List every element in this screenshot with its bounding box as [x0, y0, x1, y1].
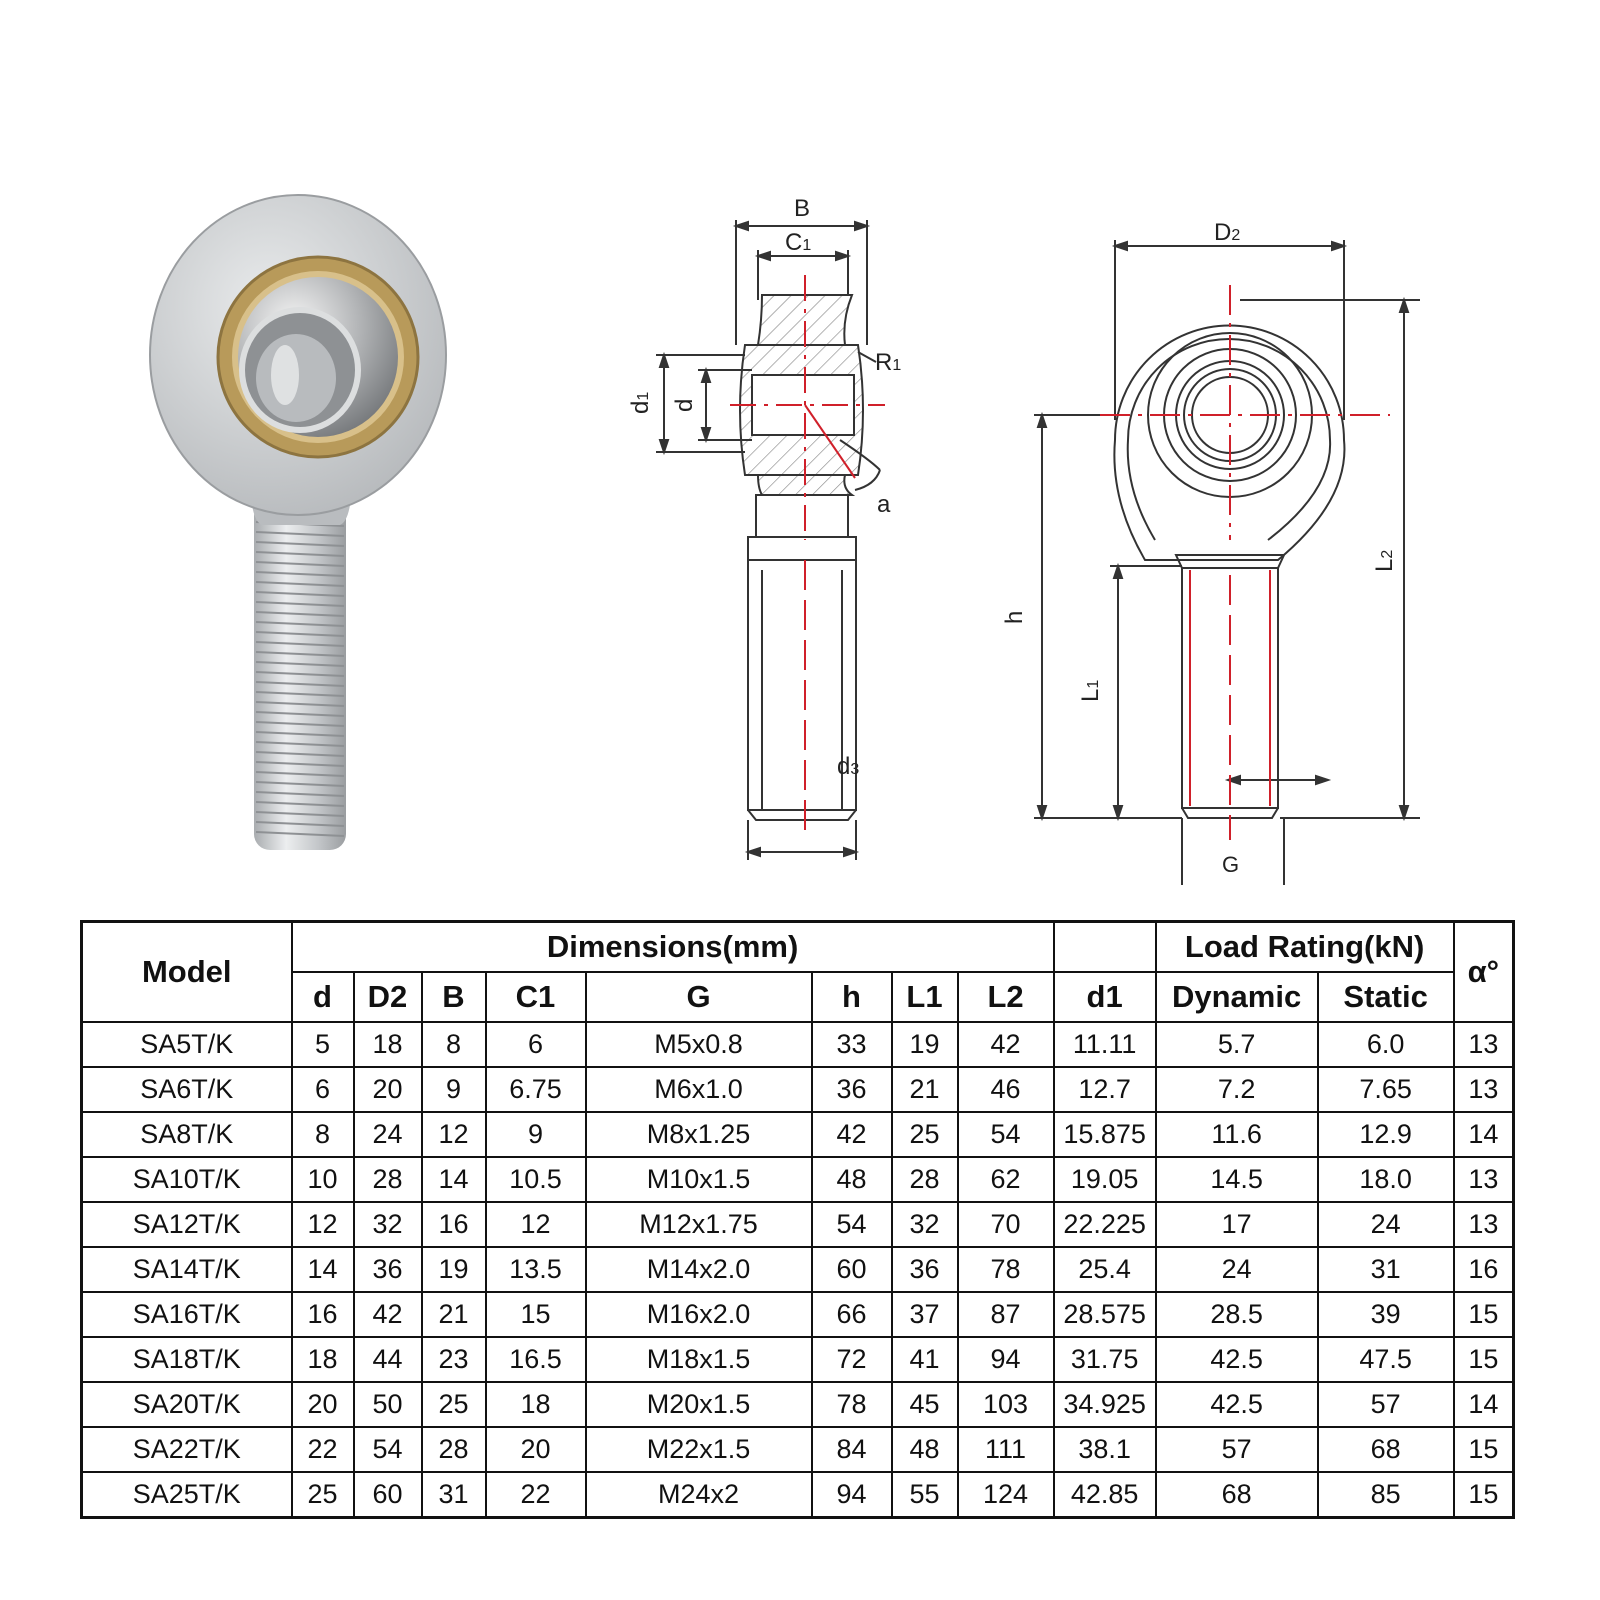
cell-L2: 94 [958, 1337, 1054, 1382]
label-L1: L1 [1077, 679, 1104, 702]
cell-d1: 22.225 [1054, 1202, 1156, 1247]
cell-C1: 15 [486, 1292, 586, 1337]
label-B: B [794, 195, 811, 222]
cell-d1: 11.11 [1054, 1022, 1156, 1067]
cell-L1: 19 [892, 1022, 958, 1067]
cell-static: 18.0 [1318, 1157, 1454, 1202]
cell-L1: 48 [892, 1427, 958, 1472]
label-h: h [1001, 610, 1028, 624]
cell-G: M22x1.5 [586, 1427, 812, 1472]
label-C1: C1 [785, 229, 812, 256]
cell-h: 36 [812, 1067, 892, 1112]
cell-G: M8x1.25 [586, 1112, 812, 1157]
cell-d: 18 [292, 1337, 354, 1382]
cell-d1: 31.75 [1054, 1337, 1156, 1382]
label-d1: d1 [627, 391, 654, 414]
header-col-G: G [586, 972, 812, 1022]
label-R1: R1 [875, 349, 902, 376]
cell-d: 6 [292, 1067, 354, 1112]
cell-L1: 55 [892, 1472, 958, 1518]
cell-static: 57 [1318, 1382, 1454, 1427]
cell-L2: 87 [958, 1292, 1054, 1337]
header-col-h: h [812, 972, 892, 1022]
header-col-L2: L2 [958, 972, 1054, 1022]
cell-static: 31 [1318, 1247, 1454, 1292]
label-a: a [877, 491, 891, 518]
cell-d: 10 [292, 1157, 354, 1202]
header-col-d1: d1 [1054, 972, 1156, 1022]
cell-B: 12 [422, 1112, 486, 1157]
cell-d: 14 [292, 1247, 354, 1292]
header-col-B: B [422, 972, 486, 1022]
cell-B: 21 [422, 1292, 486, 1337]
cell-static: 39 [1318, 1292, 1454, 1337]
cell-static: 85 [1318, 1472, 1454, 1518]
cell-C1: 12 [486, 1202, 586, 1247]
cell-B: 8 [422, 1022, 486, 1067]
cell-C1: 10.5 [486, 1157, 586, 1202]
cell-d1: 42.85 [1054, 1472, 1156, 1518]
cell-dynamic: 5.7 [1156, 1022, 1318, 1067]
cell-B: 25 [422, 1382, 486, 1427]
cell-D2: 44 [354, 1337, 422, 1382]
cell-C1: 18 [486, 1382, 586, 1427]
cell-L1: 25 [892, 1112, 958, 1157]
cell-d1: 34.925 [1054, 1382, 1156, 1427]
header-col-static: Static [1318, 972, 1454, 1022]
table-row [82, 1292, 1514, 1337]
cell-dynamic: 24 [1156, 1247, 1318, 1292]
cell-h: 33 [812, 1022, 892, 1067]
cell-dynamic: 42.5 [1156, 1382, 1318, 1427]
label-G: G [1222, 852, 1240, 877]
cell-alpha: 16 [1454, 1247, 1514, 1292]
cell-D2: 18 [354, 1022, 422, 1067]
header-col-L1: L1 [892, 972, 958, 1022]
cell-C1: 9 [486, 1112, 586, 1157]
cell-dynamic: 57 [1156, 1427, 1318, 1472]
cell-model: SA25T/K [82, 1472, 292, 1518]
cell-dynamic: 14.5 [1156, 1157, 1318, 1202]
cell-model: SA8T/K [82, 1112, 292, 1157]
cell-alpha: 14 [1454, 1382, 1514, 1427]
cell-L2: 124 [958, 1472, 1054, 1518]
cell-L1: 21 [892, 1067, 958, 1112]
cell-C1: 6 [486, 1022, 586, 1067]
cell-dynamic: 17 [1156, 1202, 1318, 1247]
cell-D2: 24 [354, 1112, 422, 1157]
cell-model: SA6T/K [82, 1067, 292, 1112]
cell-alpha: 14 [1454, 1112, 1514, 1157]
cell-D2: 36 [354, 1247, 422, 1292]
header-col-D2: D2 [354, 972, 422, 1022]
cell-L2: 78 [958, 1247, 1054, 1292]
cell-B: 28 [422, 1427, 486, 1472]
cell-dynamic: 11.6 [1156, 1112, 1318, 1157]
cell-d: 12 [292, 1202, 354, 1247]
cell-d1: 19.05 [1054, 1157, 1156, 1202]
cell-G: M16x2.0 [586, 1292, 812, 1337]
cell-L2: 103 [958, 1382, 1054, 1427]
cell-d: 20 [292, 1382, 354, 1427]
cell-d: 8 [292, 1112, 354, 1157]
header-col-d: d [292, 972, 354, 1022]
label-D2: D2 [1214, 219, 1241, 246]
cell-d1: 15.875 [1054, 1112, 1156, 1157]
cell-L2: 54 [958, 1112, 1054, 1157]
table-row [82, 1112, 1514, 1157]
cell-C1: 6.75 [486, 1067, 586, 1112]
cell-C1: 20 [486, 1427, 586, 1472]
cell-L2: 62 [958, 1157, 1054, 1202]
cell-G: M20x1.5 [586, 1382, 812, 1427]
label-d: d [671, 398, 698, 412]
cell-B: 14 [422, 1157, 486, 1202]
cell-h: 66 [812, 1292, 892, 1337]
cell-static: 6.0 [1318, 1022, 1454, 1067]
cell-G: M12x1.75 [586, 1202, 812, 1247]
cell-alpha: 13 [1454, 1067, 1514, 1112]
table-row [82, 1157, 1514, 1202]
cell-h: 42 [812, 1112, 892, 1157]
cell-G: M14x2.0 [586, 1247, 812, 1292]
cell-D2: 32 [354, 1202, 422, 1247]
cell-static: 68 [1318, 1427, 1454, 1472]
cell-d1: 38.1 [1054, 1427, 1156, 1472]
cell-model: SA12T/K [82, 1202, 292, 1247]
cell-alpha: 13 [1454, 1202, 1514, 1247]
cell-L2: 42 [958, 1022, 1054, 1067]
header-model: Model [82, 922, 292, 1023]
header-load-rating: Load Rating(kN) [1156, 922, 1454, 973]
cell-L1: 41 [892, 1337, 958, 1382]
cell-dynamic: 42.5 [1156, 1337, 1318, 1382]
cell-L1: 36 [892, 1247, 958, 1292]
table-row [82, 1337, 1514, 1382]
cell-h: 94 [812, 1472, 892, 1518]
cell-C1: 16.5 [486, 1337, 586, 1382]
cell-L1: 32 [892, 1202, 958, 1247]
cell-model: SA18T/K [82, 1337, 292, 1382]
cell-G: M5x0.8 [586, 1022, 812, 1067]
table-row [82, 1202, 1514, 1247]
cell-static: 12.9 [1318, 1112, 1454, 1157]
cell-model: SA5T/K [82, 1022, 292, 1067]
cell-static: 7.65 [1318, 1067, 1454, 1112]
table-row [82, 1247, 1514, 1292]
cell-model: SA22T/K [82, 1427, 292, 1472]
front-centerlines [1100, 285, 1390, 840]
cell-h: 84 [812, 1427, 892, 1472]
cell-C1: 13.5 [486, 1247, 586, 1292]
cell-G: M24x2 [586, 1472, 812, 1518]
cell-alpha: 15 [1454, 1427, 1514, 1472]
cell-d: 25 [292, 1472, 354, 1518]
cell-dynamic: 28.5 [1156, 1292, 1318, 1337]
cell-L2: 46 [958, 1067, 1054, 1112]
table-row [82, 1427, 1514, 1472]
rod-end-photo [150, 195, 446, 850]
cell-D2: 54 [354, 1427, 422, 1472]
cell-B: 31 [422, 1472, 486, 1518]
table-body [82, 1022, 1514, 1518]
cell-D2: 20 [354, 1067, 422, 1112]
cell-L1: 28 [892, 1157, 958, 1202]
table-row [82, 1382, 1514, 1427]
cell-alpha: 13 [1454, 1022, 1514, 1067]
cell-static: 47.5 [1318, 1337, 1454, 1382]
cell-B: 23 [422, 1337, 486, 1382]
cell-model: SA20T/K [82, 1382, 292, 1427]
cell-h: 72 [812, 1337, 892, 1382]
cell-C1: 22 [486, 1472, 586, 1518]
cell-alpha: 15 [1454, 1337, 1514, 1382]
cell-D2: 50 [354, 1382, 422, 1427]
cell-L2: 70 [958, 1202, 1054, 1247]
table-row [82, 1067, 1514, 1112]
header-col-C1: C1 [486, 972, 586, 1022]
cell-d1: 25.4 [1054, 1247, 1156, 1292]
cell-L1: 37 [892, 1292, 958, 1337]
header-col-dynamic: Dynamic [1156, 972, 1318, 1022]
cell-L2: 111 [958, 1427, 1054, 1472]
cell-alpha: 15 [1454, 1292, 1514, 1337]
cell-B: 9 [422, 1067, 486, 1112]
cell-model: SA10T/K [82, 1157, 292, 1202]
table-row [82, 1472, 1514, 1518]
cell-d: 5 [292, 1022, 354, 1067]
cell-D2: 42 [354, 1292, 422, 1337]
cell-D2: 28 [354, 1157, 422, 1202]
cell-G: M10x1.5 [586, 1157, 812, 1202]
cell-alpha: 15 [1454, 1472, 1514, 1518]
label-L2: L2 [1371, 549, 1398, 572]
table-row [82, 1022, 1514, 1067]
cell-L1: 45 [892, 1382, 958, 1427]
cell-h: 54 [812, 1202, 892, 1247]
cell-dynamic: 68 [1156, 1472, 1318, 1518]
cell-D2: 60 [354, 1472, 422, 1518]
cell-h: 78 [812, 1382, 892, 1427]
cell-d: 16 [292, 1292, 354, 1337]
spec-table [80, 920, 1515, 1519]
header-dimensions: Dimensions(mm) [292, 922, 1054, 973]
cell-h: 48 [812, 1157, 892, 1202]
cell-B: 19 [422, 1247, 486, 1292]
header-alpha: α° [1454, 922, 1514, 1023]
cell-G: M6x1.0 [586, 1067, 812, 1112]
cell-d1: 12.7 [1054, 1067, 1156, 1112]
cell-model: SA16T/K [82, 1292, 292, 1337]
cell-d: 22 [292, 1427, 354, 1472]
cell-static: 24 [1318, 1202, 1454, 1247]
cell-model: SA14T/K [82, 1247, 292, 1292]
cell-G: M18x1.5 [586, 1337, 812, 1382]
cell-alpha: 13 [1454, 1157, 1514, 1202]
header-blank [1054, 922, 1156, 973]
cell-B: 16 [422, 1202, 486, 1247]
cell-dynamic: 7.2 [1156, 1067, 1318, 1112]
cell-d1: 28.575 [1054, 1292, 1156, 1337]
front-view-drawing [1034, 240, 1420, 885]
cell-h: 60 [812, 1247, 892, 1292]
label-d3: d3 [837, 753, 860, 780]
